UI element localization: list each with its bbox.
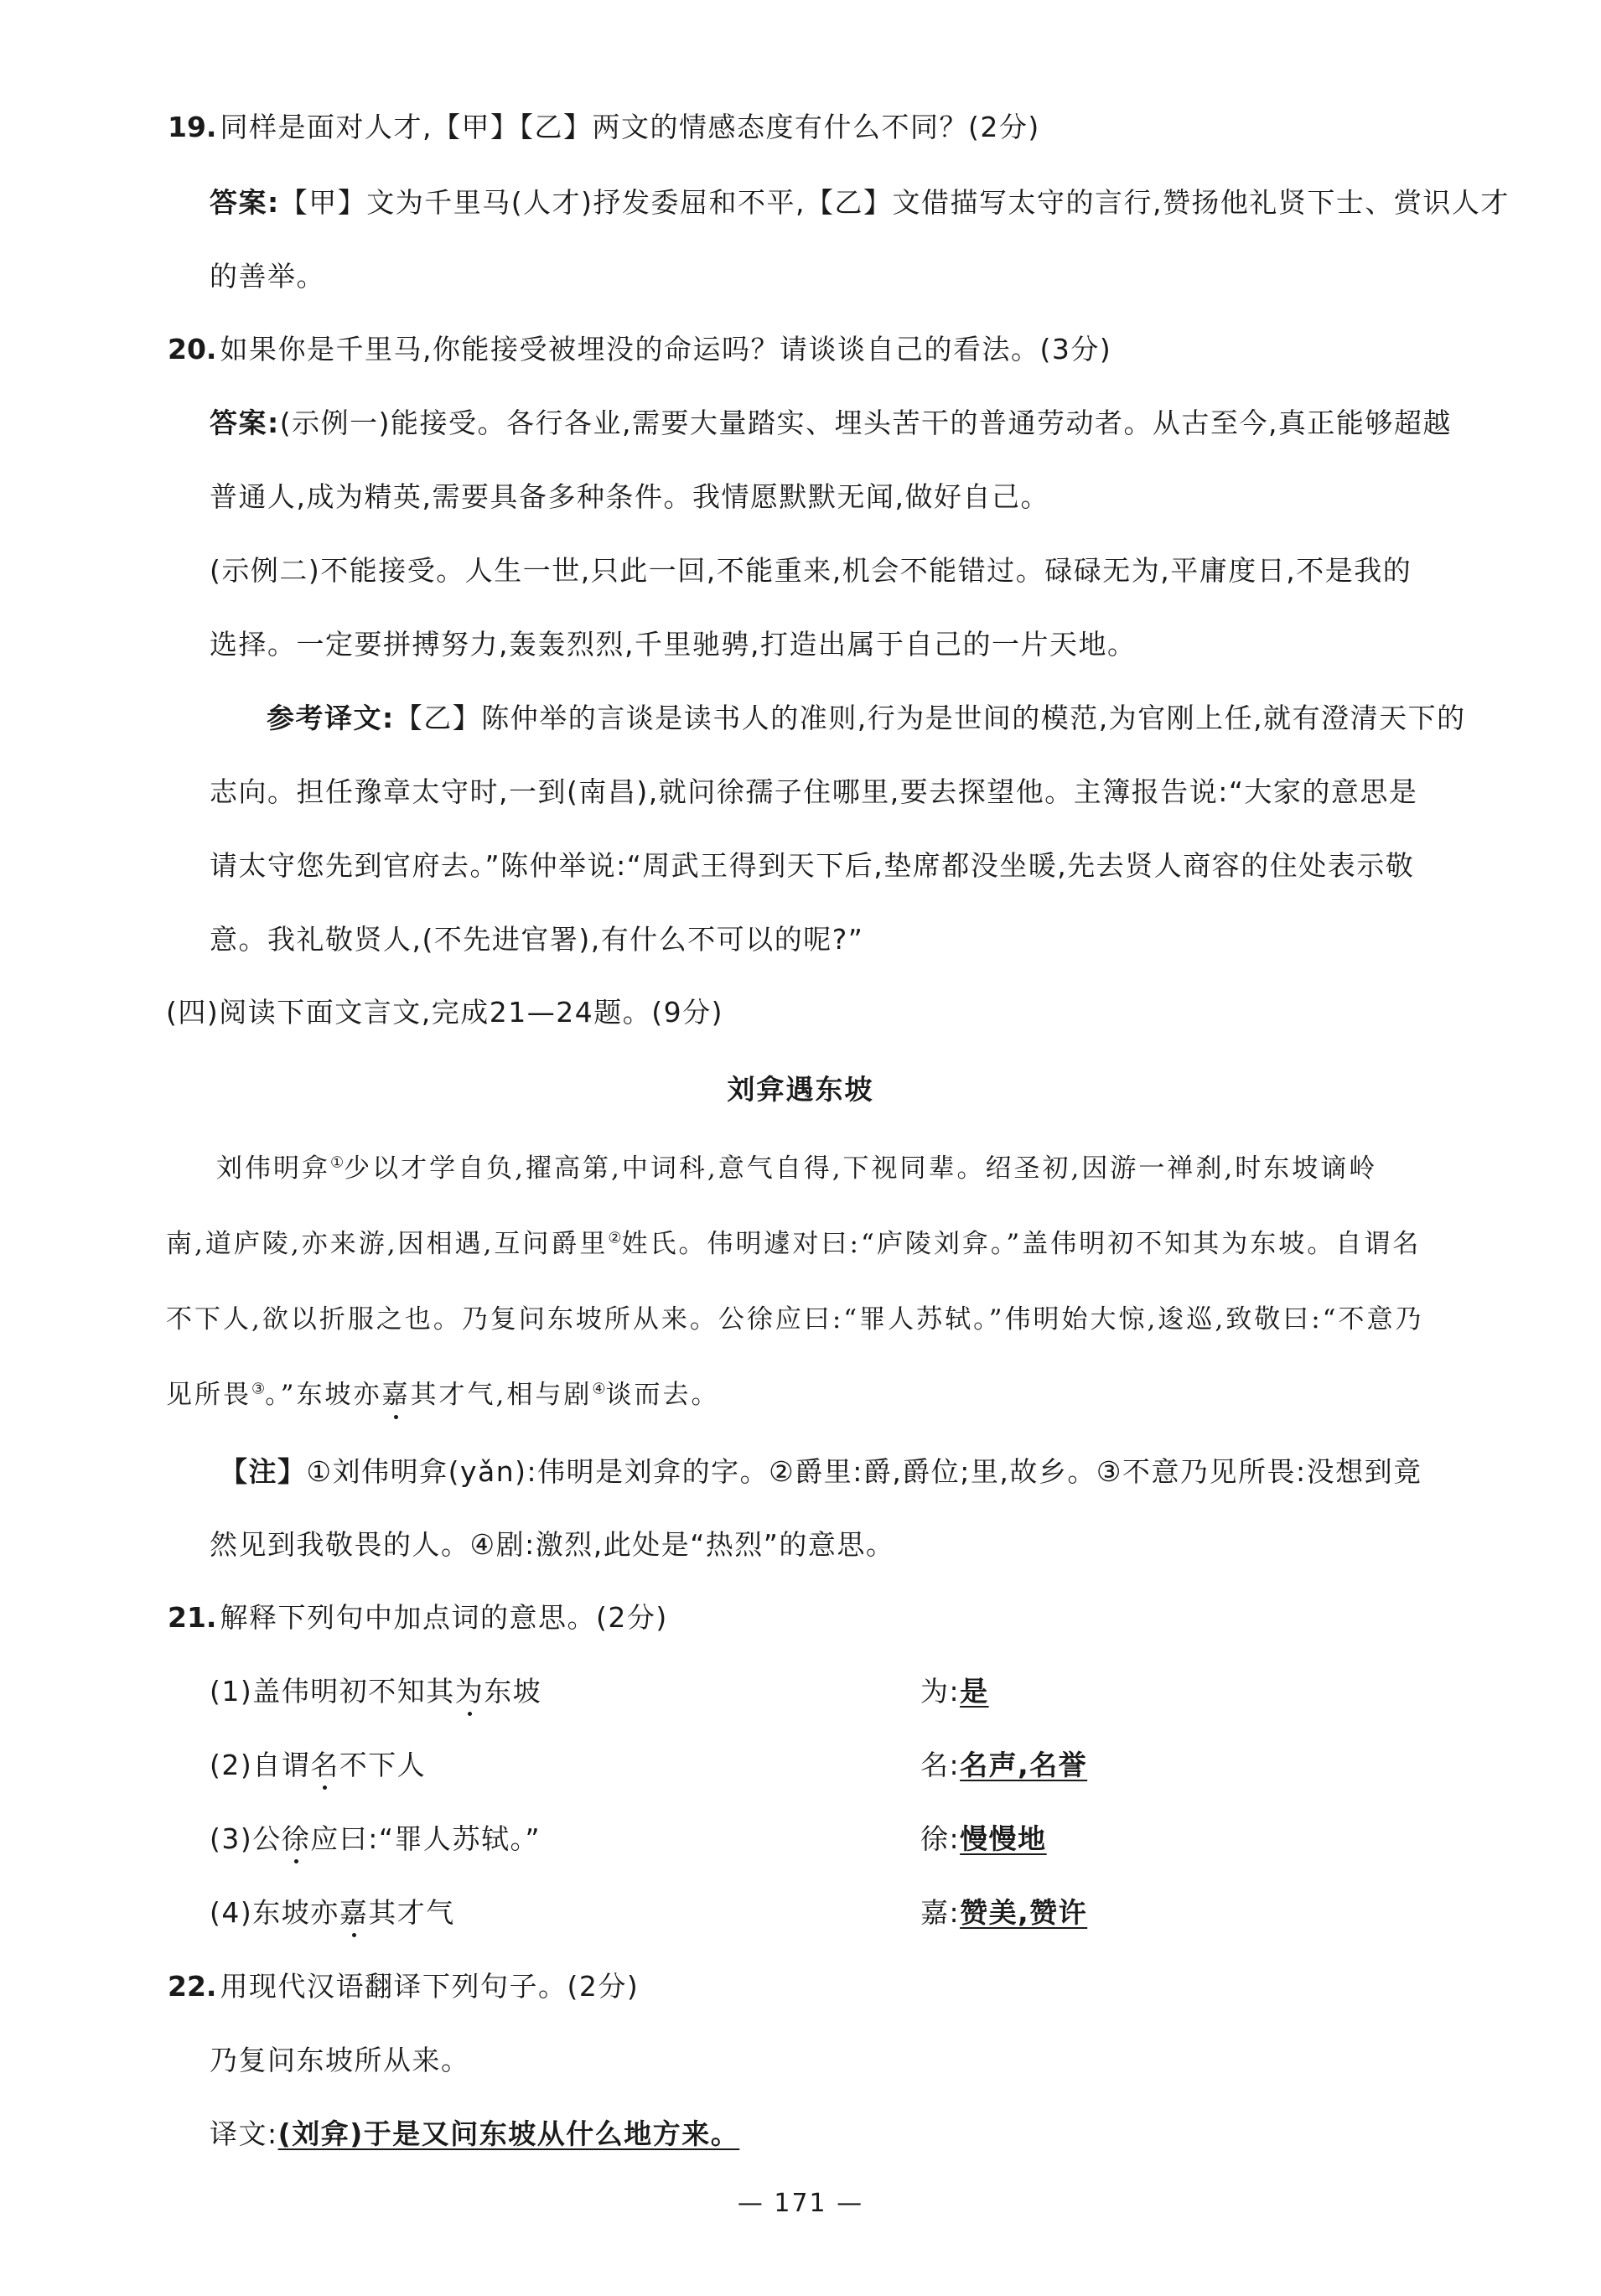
answer-20-line-1	[210, 403, 1452, 443]
q21-item-2: (2)自谓名不下人	[210, 1745, 426, 1785]
dotted-word: 为	[455, 1671, 484, 1712]
answer-20-line-3: (示例二)不能接受。人生一世,只此一回,不能重来,机会不能错过。碌碌无为,平庸度日,不是我的	[210, 554, 1412, 587]
answer-19-line-2: 的善举。	[210, 260, 325, 293]
q21-answer-1: 为:是	[920, 1675, 989, 1708]
question-number: 21.	[168, 1601, 217, 1634]
question-text: 用现代汉语翻译下列句子。(2分)	[220, 1970, 640, 2003]
section-heading: (四)阅读下面文言文,完成21—24题。(9分)	[166, 996, 723, 1029]
dotted-word: 嘉	[339, 1893, 369, 1933]
footnote-marker-3: ③	[251, 1380, 266, 1398]
reference-text: 【乙】陈仲举的言谈是读书人的准则,行为是世间的模范,为官刚上任,就有澄清天下的	[394, 702, 1466, 734]
answer-text: (示例一)能接受。各行各业,需要大量踏实、埋头苦干的普通劳动者。从古至今,真正能够超越	[279, 407, 1452, 439]
question-21	[168, 1598, 668, 1638]
answer-label: 答案:	[210, 186, 280, 219]
answer-text: 赞美,赞许	[960, 1896, 1088, 1929]
reference-translation-line-3: 请太守您先到官府去。”陈仲举说:“周武王得到天下后,垫席都没坐暖,先去贤人商容的住处表示敬	[210, 849, 1415, 882]
passage-line-4: 见所畏③。”东坡亦嘉其才气,相与剧④谈而去。	[166, 1375, 720, 1415]
footnote-marker-1: ①	[330, 1153, 345, 1172]
dotted-word: 嘉	[382, 1375, 411, 1415]
answer-label: 答案:	[210, 407, 280, 439]
passage-line-3: 不下人,欲以折服之也。乃复问东坡所从来。公徐应曰:“罪人苏轼。”伟明始大惊,逡巡,致敬曰:“不意乃	[166, 1304, 1424, 1335]
question-text: 同样是面对人才,【甲】【乙】两文的情感态度有什么不同？(2分)	[220, 111, 1040, 143]
page-number: — 171 —	[737, 2189, 864, 2218]
notes-label: 【注】	[220, 1455, 307, 1488]
passage-line-2: 南,道庐陵,亦来游,因相遇,互问爵里②姓氏。伟明遽对曰:“庐陵刘弇。”盖伟明初不知其为东坡。自谓名	[166, 1229, 1422, 1259]
q21-item-4: (4)东坡亦嘉其才气	[210, 1893, 455, 1933]
question-text: 如果你是千里马,你能接受被埋没的命运吗？请谈谈自己的看法。(3分)	[220, 333, 1112, 365]
dotted-word: 名	[310, 1745, 339, 1785]
question-text: 解释下列句中加点词的意思。(2分)	[220, 1601, 668, 1634]
q21-item-3: (3)公徐应曰:“罪人苏轼。”	[210, 1819, 541, 1859]
question-20	[168, 329, 1111, 370]
footnote-marker-2: ②	[608, 1229, 622, 1247]
q21-answer-3: 徐:慢慢地	[920, 1822, 1047, 1855]
passage-line-1: 刘伟明弇①少以才学自负,擢高第,中词科,意气自得,下视同辈。绍圣初,因游一禅刹,时东坡谪岭	[216, 1153, 1378, 1184]
answer-text: 【甲】文为千里马(人才)抒发委屈和不平,【乙】文借描写太守的言行,赞扬他礼贤下士、赏识人才	[279, 186, 1510, 219]
q21-answer-2: 名:名声,名誉	[920, 1749, 1088, 1781]
notes-line-1	[220, 1452, 1422, 1492]
answer-text: (刘弇)于是又问东坡从什么地方来。	[277, 2117, 740, 2150]
reference-label: 参考译文:	[267, 702, 395, 734]
question-number: 22.	[168, 1970, 217, 2003]
answer-text: 名声,名誉	[960, 1749, 1088, 1781]
answer-20-line-4: 选择。一定要拼搏努力,轰轰烈烈,千里驰骋,打造出属于自己的一片天地。	[210, 628, 1137, 661]
answer-text: 慢慢地	[960, 1822, 1047, 1855]
q21-item-1: (1)盖伟明初不知其为东坡	[210, 1671, 541, 1712]
notes-line-2: 然见到我敬畏的人。④剧:激烈,此处是“热烈”的意思。	[210, 1528, 895, 1561]
dotted-word: 徐	[282, 1819, 311, 1859]
answer-20-line-2: 普通人,成为精英,需要具备多种条件。我情愿默默无闻,做好自己。	[210, 480, 1049, 513]
question-19	[168, 107, 1040, 148]
q21-answer-4: 嘉:赞美,赞许	[920, 1896, 1088, 1929]
answer-text: 是	[960, 1675, 989, 1708]
passage-title: 刘弇遇东坡	[727, 1073, 874, 1106]
q22-answer	[210, 2114, 739, 2154]
question-number: 19.	[168, 111, 217, 143]
notes-text: ①刘伟明弇(yǎn):伟明是刘弇的字。②爵里:爵,爵位;里,故乡。③不意乃见所畏:没想到竟	[306, 1455, 1422, 1488]
reference-translation-line-2: 志向。担任豫章太守时,一到(南昌),就问徐孺子住哪里,要去探望他。主簿报告说:“大家的意思是	[210, 775, 1418, 808]
question-number: 20.	[168, 333, 217, 365]
reference-translation-line-1	[267, 698, 1466, 739]
reference-translation-line-4: 意。我礼敬贤人,(不先进官署),有什么不可以的呢?”	[210, 923, 864, 956]
q22-sentence: 乃复问东坡所从来。	[210, 2044, 470, 2076]
answer-label: 译文:	[210, 2117, 278, 2150]
footnote-marker-4: ④	[592, 1380, 606, 1398]
answer-19-line-1	[210, 183, 1510, 223]
question-22	[168, 1967, 639, 2007]
